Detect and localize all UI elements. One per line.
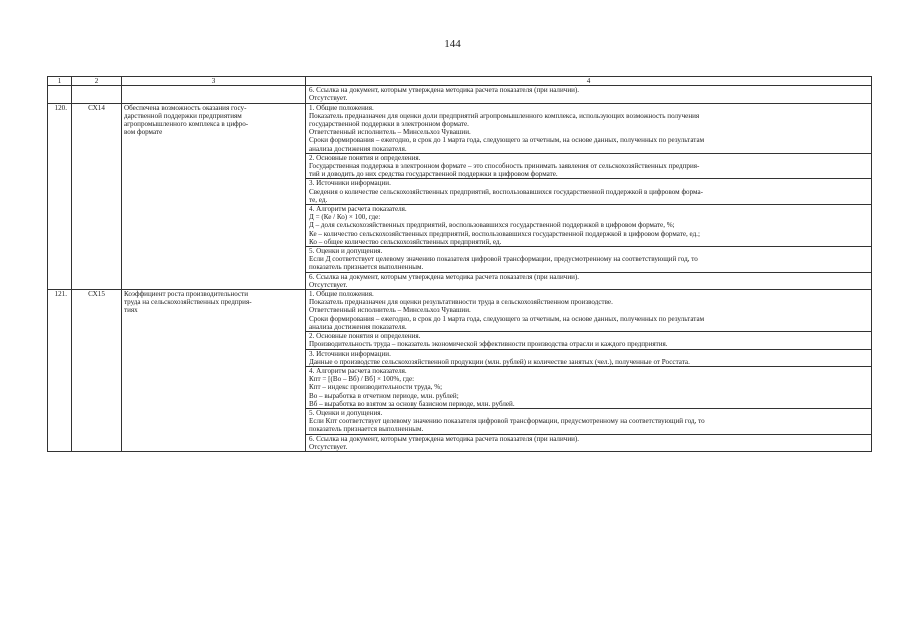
table-row [48,103,872,289]
description-block [306,408,871,434]
text-line: Ке – количество сельскохозяйственных предприятий, воспользовавшихся государственной поддержкой в цифровом формате, ед.; [309,229,700,238]
text-line: Производительность труда – показатель экономической эффективности производства отрасли и каждого предприятия. [309,340,668,349]
text-line: Государственная поддержка в электронном формате – это способность принимать заявления от сельскохозяйственных предприя- [309,162,700,171]
text-line: агропромышленного комплекса в цифро- [124,120,249,129]
text-line: вом формате [124,128,163,137]
text-line: Показатель предназначен для оценки доли предприятий агропромышленного комплекса, использующих возможность получения [309,111,700,120]
text-line: государственной поддержки в электронном формате. [309,120,469,129]
text-line: Ответственный исполнитель – Минсельхоз Чувашии. [309,128,471,137]
text-line: Отсутствует. [309,280,348,289]
description-block [306,104,871,153]
text-line: показатель признается выполненным. [309,263,424,272]
text-line: Отсутствует. [309,442,348,451]
text-line: 6. Ссылка на документ, которым утверждена методика расчета показателя (при наличии). [309,272,580,281]
text-line: Если Д соответствует целевому значению показателя цифровой трансформации, предусмотренному на соответствующий год, то [309,255,698,264]
text-line: показатель признается выполненным. [309,425,424,434]
text-line: Во – выработка в отчетном периоде, млн. рублей; [309,391,459,400]
row-number: 121. [48,290,72,452]
text-line: Ответственный исполнитель – Минсельхоз Чувашии. [309,306,471,315]
text-line: Сроки формирования – ежегодно, в срок до 1 марта года, следующего за отчетным, на основе данных, полученных по результатам [309,136,705,145]
text-line: 1. Общие положения. [309,103,374,112]
description-block [306,349,871,366]
indicator-description [306,103,872,289]
description-block [306,272,871,289]
text-line: 4. Алгоритм расчета показателя. [309,366,407,375]
carry-block [306,86,871,102]
indicator-name [122,103,306,289]
text-line: Показатель предназначен для оценки результативности труда в сельскохозяйственном производстве. [309,298,613,307]
text-line: Кпт – индекс производительности труда, %; [309,383,443,392]
text-line: 2. Основные понятия и определения. [309,153,421,162]
text-line: тий и доводить до них средства государственной поддержки в цифровом формате. [309,170,558,179]
text-line: Обеспечена возможность оказания госу- [124,103,247,112]
description-block [306,366,871,408]
indicator-code: СХ14 [72,103,122,289]
text-line: 3. Источники информации. [309,179,391,188]
text-line: 3. Источники информации. [309,349,391,358]
description-block [306,434,871,451]
text-line: дарственной поддержки предприятиям [124,111,242,120]
table-header-row [48,77,872,86]
description-block [306,178,871,204]
row-number: 120. [48,103,72,289]
description-block [306,204,871,246]
header-cell: 2 [72,77,122,86]
description-block [306,153,871,179]
text-line: Ко – общее количество сельскохозяйственных предприятий, ед. [309,237,502,246]
text-line: Вб – выработка во взятом за основу базисном периоде, млн. рублей. [309,399,515,408]
text-line: Коэффициент роста производительности [124,290,249,299]
text-line: Отсутствует. [309,94,348,103]
table-row [48,290,872,452]
description-block [306,331,871,348]
indicator-table [47,76,872,452]
text-line: 6. Ссылка на документ, которым утверждена методика расчета показателя (при наличии). [309,86,580,95]
indicator-code: СХ15 [72,290,122,452]
description-block [306,290,871,331]
text-line: Д = (Ке / Ко) × 100, где: [309,213,381,222]
text-line: Сроки формирования – ежегодно, в срок до 1 марта года, следующего за отчетным, на основе данных, полученных по результатам [309,314,705,323]
text-line: 5. Оценки и допущения. [309,408,383,417]
header-cell: 1 [48,77,72,86]
text-line: Кпт = [(Во – Вб) / Вб] × 100%, где: [309,375,415,384]
text-line: анализа достижения показателя. [309,322,407,331]
text-line: те, ед. [309,195,328,204]
text-line: Д – доля сельскохозяйственных предприятий, воспользовавшихся государственной поддержкой в цифровом формате, %; [309,221,675,230]
text-line: 2. Основные понятия и определения. [309,332,421,341]
text-line: 1. Общие положения. [309,290,374,299]
carry-over-row [48,86,872,103]
header-cell: 3 [122,77,306,86]
description-block [306,246,871,272]
text-line: тиях [124,306,138,315]
text-line: Сведения о количестве сельскохозяйственных предприятий, воспользовавшихся государственной поддержкой в цифровом форма- [309,187,703,196]
header-cell: 4 [306,77,872,86]
text-line: труда на сельскохозяйственных предприя- [124,298,252,307]
text-line: 5. Оценки и допущения. [309,247,383,256]
page-number: 144 [444,38,461,50]
indicator-description [306,290,872,452]
text-line: Если Кпт соответствует целевому значению показателя цифровой трансформации, предусмотренному на соответствующий год, то [309,417,705,426]
text-line: анализа достижения показателя. [309,144,407,153]
indicator-name [122,290,306,452]
text-line: 4. Алгоритм расчета показателя. [309,205,407,214]
text-line: 6. Ссылка на документ, которым утверждена методика расчета показателя (при наличии). [309,434,580,443]
text-line: Данные о производстве сельскохозяйственной продукции (млн. рублей) и количестве занятых (чел.), полученные от Росстата. [309,357,690,366]
